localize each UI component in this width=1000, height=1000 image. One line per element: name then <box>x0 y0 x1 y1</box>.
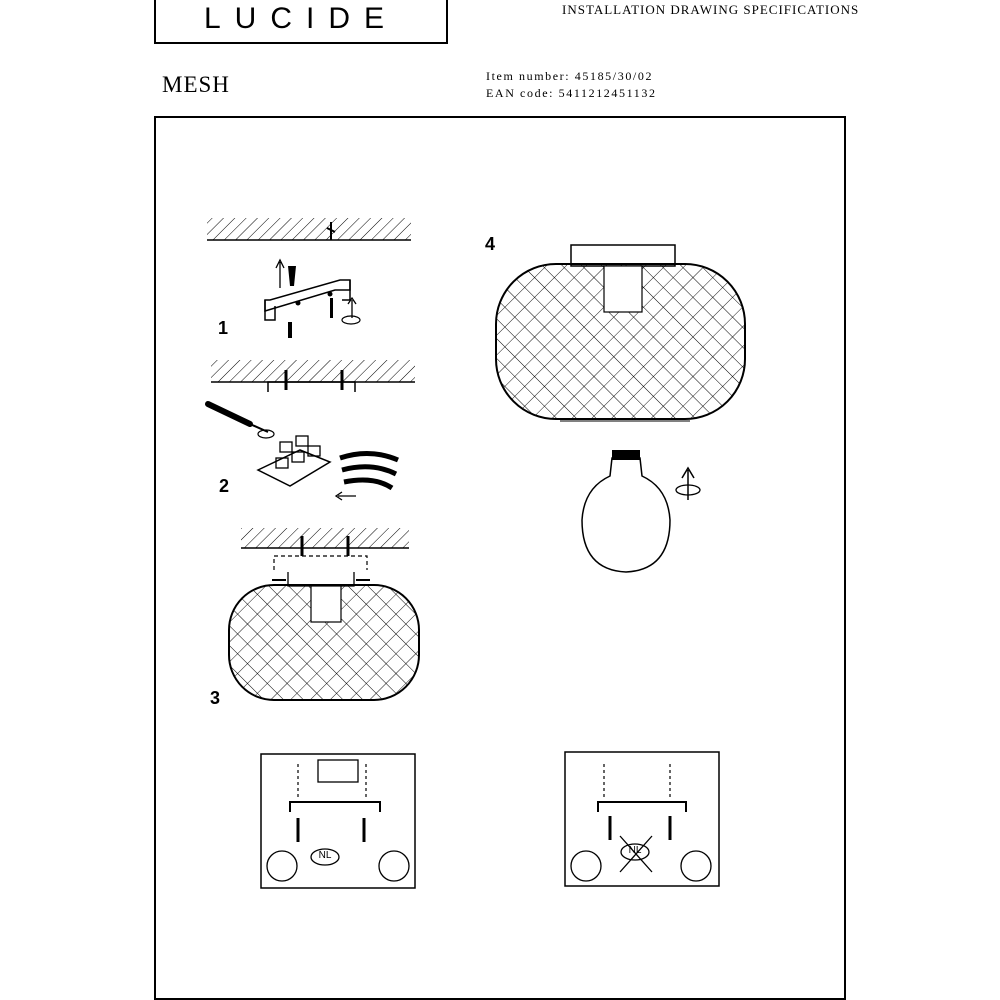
globe-bulb-icon <box>582 458 670 572</box>
wall-plug-icon <box>288 266 296 286</box>
document-title: INSTALLATION DRAWING SPECIFICATIONS <box>562 2 860 17</box>
ean-code: EAN code: 5411212451132 <box>486 86 657 100</box>
step-number-1: 1 <box>218 318 229 338</box>
badge-nl-2: NL <box>628 845 642 856</box>
item-number: Item number: 45185/30/02 <box>486 69 654 83</box>
badge-nl-1: NL <box>318 850 332 861</box>
step-4-drawing <box>496 245 745 572</box>
ceiling-hatch <box>207 218 411 240</box>
step-1-drawing <box>207 218 411 338</box>
detail-box-1 <box>261 754 415 888</box>
wires <box>340 453 398 488</box>
step-number-3: 3 <box>210 688 221 708</box>
arrow-up-icon <box>276 260 284 288</box>
brand-logo-text: LUCIDE <box>203 2 399 35</box>
detail-box-2 <box>565 752 719 886</box>
rotate-icon <box>342 316 360 324</box>
screwdriver-icon <box>208 404 250 424</box>
screw-icon <box>330 298 333 318</box>
step-number-2: 2 <box>219 476 230 496</box>
screw-icon-2 <box>288 322 292 338</box>
ceiling-canopy <box>571 245 675 266</box>
step-3-drawing <box>229 528 419 700</box>
mounting-bracket <box>265 280 350 311</box>
product-name: MESH <box>162 72 230 97</box>
step-number-4: 4 <box>485 234 496 254</box>
step-2-drawing <box>208 360 415 500</box>
